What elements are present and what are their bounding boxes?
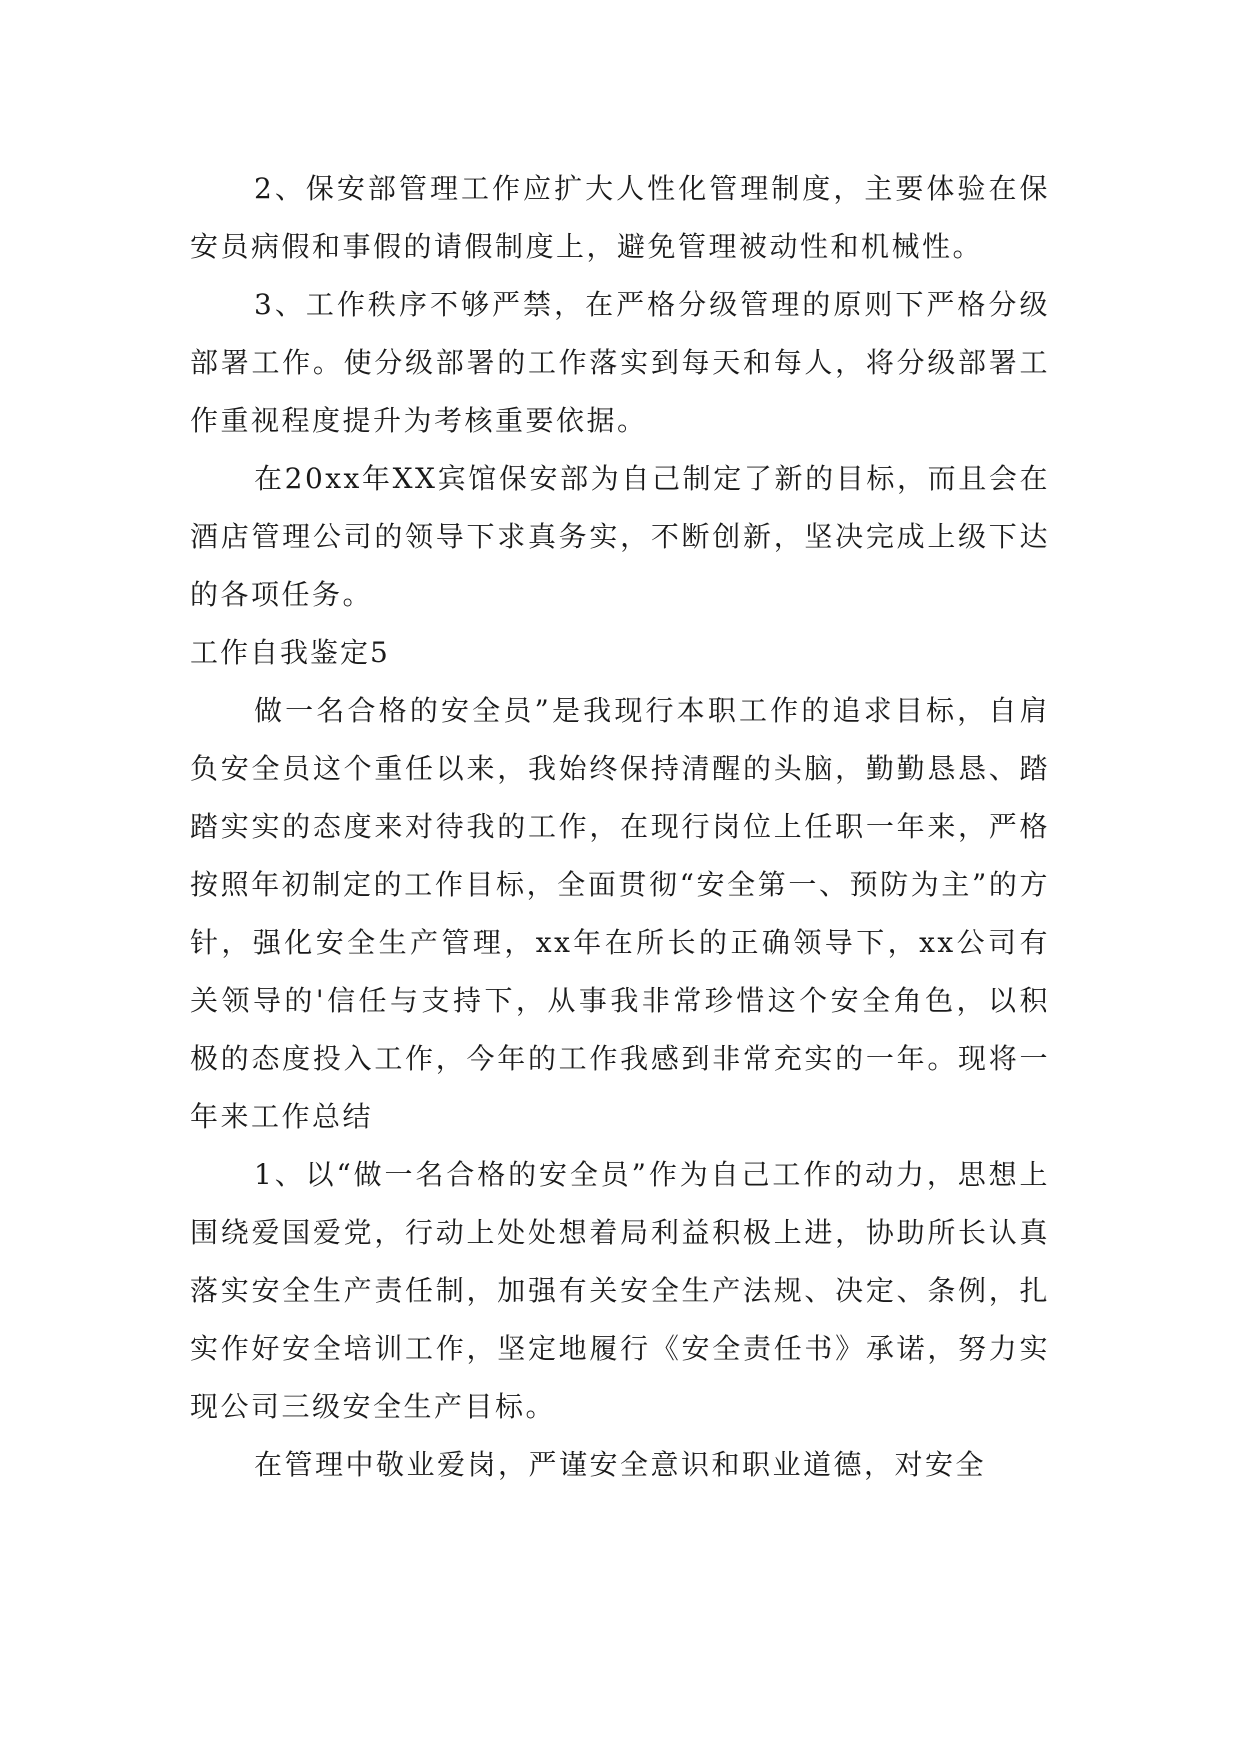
paragraph-management: 在管理中敬业爱岗，严谨安全意识和职业道德，对安全 xyxy=(254,1448,987,1481)
paragraph-item-3: 3、工作秩序不够严禁，在严格分级管理的原则下严格分级部署工作。使分级部署的工作落实到每天和每人，将分级部署工作重视程度提升为考核重要依据。 xyxy=(190,288,1050,437)
paragraph-new-goals: 在20xx年XX宾馆保安部为自己制定了新的目标，而且会在酒店管理公司的领导下求真务实，不断创新，坚决完成上级下达的各项任务。 xyxy=(190,462,1050,611)
section-heading: 工作自我鉴定5 xyxy=(190,636,390,669)
paragraph-point-1: 1、以“做一名合格的安全员”作为自己工作的动力，思想上围绕爱国爱党，行动上处处想着局利益积极上进，协助所长认真落实安全生产责任制，加强有关安全生产法规、决定、条例，扎实作好安全培训工作，坚定地履行《安全责任书》承诺，努力实现公司三级安全生产目标。 xyxy=(190,1158,1050,1423)
paragraph-intro: 做一名合格的安全员”是我现行本职工作的追求目标，自肩负安全员这个重任以来，我始终保持清醒的头脑，勤勤恳恳、踏踏实实的态度来对待我的工作，在现行岗位上任职一年来，严格按照年初制定的工作目标，全面贯彻“安全第一、预防为主”的方针，强化安全生产管理，xx年在所长的正确领导下，xx公司有关领导的'信任与支持下，从事我非常珍惜这个安全角色，以积极的态度投入工作，今年的工作我感到非常充实的一年。现将一年来工作总结 xyxy=(190,694,1050,1133)
paragraph-item-2: 2、保安部管理工作应扩大人性化管理制度，主要体验在保安员病假和事假的请假制度上，避免管理被动性和机械性。 xyxy=(190,172,1050,263)
document-page xyxy=(190,160,1050,1494)
